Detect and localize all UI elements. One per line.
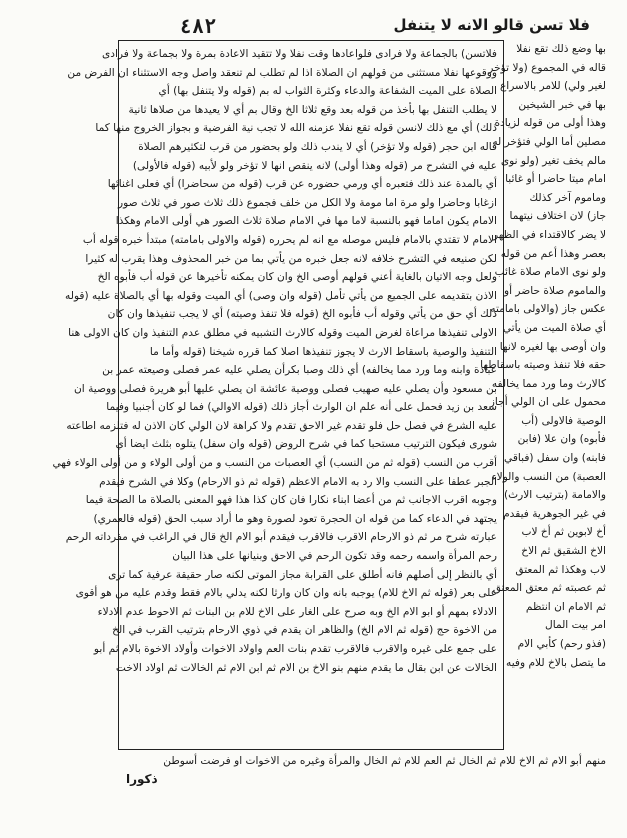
margin-text-line: فابنه) وان سفل (فباقي [504,452,606,465]
margin-text-line: أي صلاة الميت من يأتي [502,321,606,334]
running-title: فلا تسن قالو الانه لا يتنفل [393,16,590,34]
margin-text-line: (فذو رحم) كأبي الام [517,638,606,650]
margin-text-line: وان أوصى بها لغيره لانها [499,340,606,353]
main-text-line: عبادة وابنه وما ورد مما يخالفه) أي ذلك وصبا بكرأن يصلي عليه عمر فصلى وصيعته عمر بن [102,364,497,377]
page-header [120,14,590,40]
margin-text-line: والماموم صلاة حاضر أو [504,284,606,297]
main-text-line: ذلك أي حق من يأتي وقوله أب فأبوه الخ (قوله فلا تنفذ وصيته) أي لا يجب تنفيذها وان كان [107,308,497,321]
margin-text-line: حقه فلا تنفذ وصيته باسقاطها [480,359,606,372]
margin-text-line: أخ لابوين ثم أخ لاب [521,526,606,539]
margin-text-line: مالم يخف تغير (ولو نوى [500,154,606,167]
main-text-line: عليه في التشرح مر (قوله وهذا أولى) لانه ينقص انها لا تؤخر ولو لأبيه (قوله فالأولى) [132,159,497,172]
main-text-line: رحم المرأة واسمه رحمه وقد تكون الرحم في الاحق وبنيانها على هذا البيان [172,550,497,563]
main-text-line: الصلاة على الميت الشفاعة والدعاء وكثرة الثواب له بم (قوله ولا يتنفل بها) أي [158,85,497,98]
catchword: ذكورا [126,772,158,786]
margin-text-line: ولو نوى الامام صلاة غائب [494,266,606,279]
main-text-line: بن مسعود وأن يصلي عليه صهيب فصلى ووصية عائشة ان يصلي عليها أبو هريرة فصلى ووصية ان [73,382,497,395]
main-text-line: الاذن بتقديمه على الجميع من يأتي تأمل (قوله وان وصى) أي الميت وقوله بها أي بالصلاة عليه (قوله [65,289,497,302]
main-text-line: لكن صنيعه في التشرح خلافه لانه جعل خبره من يأتي بما من خبر المحذوف وهذا يقرب له كثيرا [85,252,497,265]
main-text-frame [52,40,504,750]
margin-text-line: بعصر وهذا أعم من قوله [500,247,606,260]
margin-text-line: لغير ولي) للامر بالاسراع [499,80,606,93]
main-text-line: أقرب من النسب (قوله ثم من النسب) أي العصبات من النسب و من أولى الولاء و من أولى الولاء فهي [52,457,497,470]
main-text-line: فلاتسن) بالجماعة ولا فرادى فلواعادها وقت نفلا ولا تتقيد الاعادة بمرة ولا بجماعة ولا فرادى [101,48,497,60]
main-text-line: الامام لا تقتدي بالامام فليس موصله مع انه لم يحرره (قوله والاولى بامامته) مبتدأ خبره قوله أب [82,233,497,246]
margin-text-line: وماموم آخر كذلك [529,191,606,204]
main-text-line: الاولى تنفيذها مراعاة لغرض الميت وقوله كالارث التشبيه في مطلق عدم التنفيذ وان كان الاولى هنا [68,326,497,339]
margin-text-line: ثم عصبته ثم معتق المعتق [492,582,606,595]
margin-text-line: جاز) لان اختلاف نيتهما [509,210,606,223]
margin-text-line: امام ميتا حاضرا أو غائبا [505,173,606,186]
main-text-line: على بعر (قوله ثم الاخ للام) يوجبه بانه وان كان وارثا لكنه يدلي بالام فقط وقدم عليه من هو أقوى [75,587,497,600]
footer-text-line: منهم أبو الام ثم الاخ للام ثم الخال ثم العم للام ثم الخال والمرأة وغيره من الاخوات او فرضت أسوطن [163,755,606,767]
margin-text-line: مصلين أما الولي فتؤخر له [492,135,606,148]
main-text-line: شورى فيكون الترتيب مستحبا كما في شرح الروض (قوله وان سفل) يتلوه بثلث ايضا أي [115,438,497,451]
page-footer [118,752,606,792]
main-text-line: قاله ابن حجر (قوله ولا تؤخر) أي لا يندب ذلك ولو بحضور من قرب لتكثيرهم الصلاة [138,140,497,153]
margin-text-column [480,40,606,750]
margin-text-line: وهذا أولى من قوله لزيادة [494,117,606,130]
margin-text-line: فأبوه) وان علا (فابن [517,433,606,446]
margin-text-line: والامامة (بترتيب الارث) [504,489,606,502]
main-text-line: الامام يكون اماما فهو بالنسبة لاما مها في الامام صلاة ثلاث الصور هي أولى الامام وهكذا [115,215,497,228]
margin-text-line: لاب وهكذا ثم المعتق [515,563,606,576]
main-text-line: الادلاء بمهم أو ابو الام الخ وبه صرح على الغار على الاخ للام بن البنات ثم الاحوط عدم الادلاء [97,605,497,618]
main-text-line: على جمع على غيره والاقرب فالاقرب تقدم بنات العم واولاد الاخوات وأولاد الاخوة بالام ثم أبو [93,643,497,655]
margin-text-line: بها في خبر الشيخين [518,98,606,111]
margin-text-line: العصبة) من النسب والولاء [491,470,606,483]
margin-text-line: لا يضر كالاقتداء في الظهر [492,228,606,241]
margin-text-line: في غير الجوهرية فيقدم [503,507,606,520]
margin-text-line: قاله في المجموع (ولا تؤخر [488,61,606,74]
main-text-line: يجتهد في الدعاء كما من قوله ان الحجرة تعود لصورة وهو ما أراد سبب الحق (قوله فالعمري) [93,512,497,525]
margin-text-line: الاخ الشقيق ثم الاخ [521,545,606,558]
margin-text-line: امر بيت المال [545,619,606,632]
main-text-line: أي بالنظر إلى أصلهم فانه أطلق على القرابة مجاز الموتى لكنه صار حقيقة عرفية كما ترى [108,568,497,581]
main-text-line: ازغابا وحاضرا ولو مرة اما مومة ولا الكل من خلف فجموع ذلك ثلاث صور في ثلاث صور [118,196,497,209]
main-text-line: ووقوعها نفلا مستثنى من قولهم ان الصلاة اذا لم تطلب لم تنعقد واصل وجه الاستثناء ان الفرض من [67,66,497,79]
main-text-line: وجوبه اقرب الاجانب ثم من أعضا ابناء نكارا فان كان كذا هذا فهو المعنى بالصلاة ما الصحة فيما [85,494,497,507]
main-text-line: التنفيذ والوصية باسقاط الارث لا يجوز تنفيذها اصلا كما قرره شيخنا (قوله وأما ما [149,345,497,358]
page-number: ٤٨٢ [180,14,217,38]
main-text-line: سعد بن زيد فحمل على أنه علم ان الوارث أجاز ذلك (قوله الاوالي) فما لو كان أجنبيا وفيما [106,401,497,414]
margin-text-line: ثم الامام ان انتظم [525,600,606,613]
margin-text-line: محمول على ان الولي أجاز [489,396,606,409]
main-text-line: من الاخوة حج (قوله ثم الام الخ) والظاهر ان يقدم في ذوي الارحام بترتيب القرب في الخ [112,624,497,637]
margin-text-line: ما يتصل بالاخ للام وفيه [506,656,606,669]
margin-text-line: كالارث وما ورد مما يخالفه [491,377,606,390]
main-text-line: عبارته شرح مر ثم ذو الارحام الاقرب فالاقرب فيقدم أبو الام الخ قال في الراغب في مفرداته الرحم [65,531,497,544]
main-text-line: عليه الشرع في فصل حل فلو تقدم غير الاحق تقدم ولا كراهة لان الولي كان الاذن له فتلزمه اطاعته [66,419,497,432]
main-text-line: ولعل وجه الاتيان بالغاية أعني قولهم أوصى الخ وان كان يمكنه تأخيرها عن قوله أب فأبوه الخ [97,271,497,284]
main-text-line: أي بالمدة عند ذلك فتعبره أي ورمي حضوره عن قرب (قوله من سحاضرا) أي فعلى اغنائها [107,178,497,191]
margin-text-line: عكس جاز (والاولى بامامته [490,303,606,316]
main-text-line: الجبر عطفا على النسب والا رد به الامام الاعظم (قوله ثم ذو الارحام) وكلا في الشرح فيقدم [99,475,497,488]
margin-text-line: بها وضع ذلك تقع نفلا [516,43,606,55]
margin-text-line: الوصية فالاولى (أب [521,414,606,427]
main-text-line: لا يطلب التنفل بها بأخذ من قوله بعد وقع ثلاثا الخ وقال بم أي لا يعيدها من صلاها ثانية [128,103,497,116]
main-text-line: الخالات عن ابن بقال ما يقدم منهم بنو الاخ بن الام ثم ابن الام ثم الخالات ثم اولاد الاخت [115,661,497,674]
main-text-line: ذلك) أي مع ذلك لانسن قوله تقع نفلا عزمنه الله لا تجب نية الفرضية و بجواز الخروج منها كما [95,122,497,135]
